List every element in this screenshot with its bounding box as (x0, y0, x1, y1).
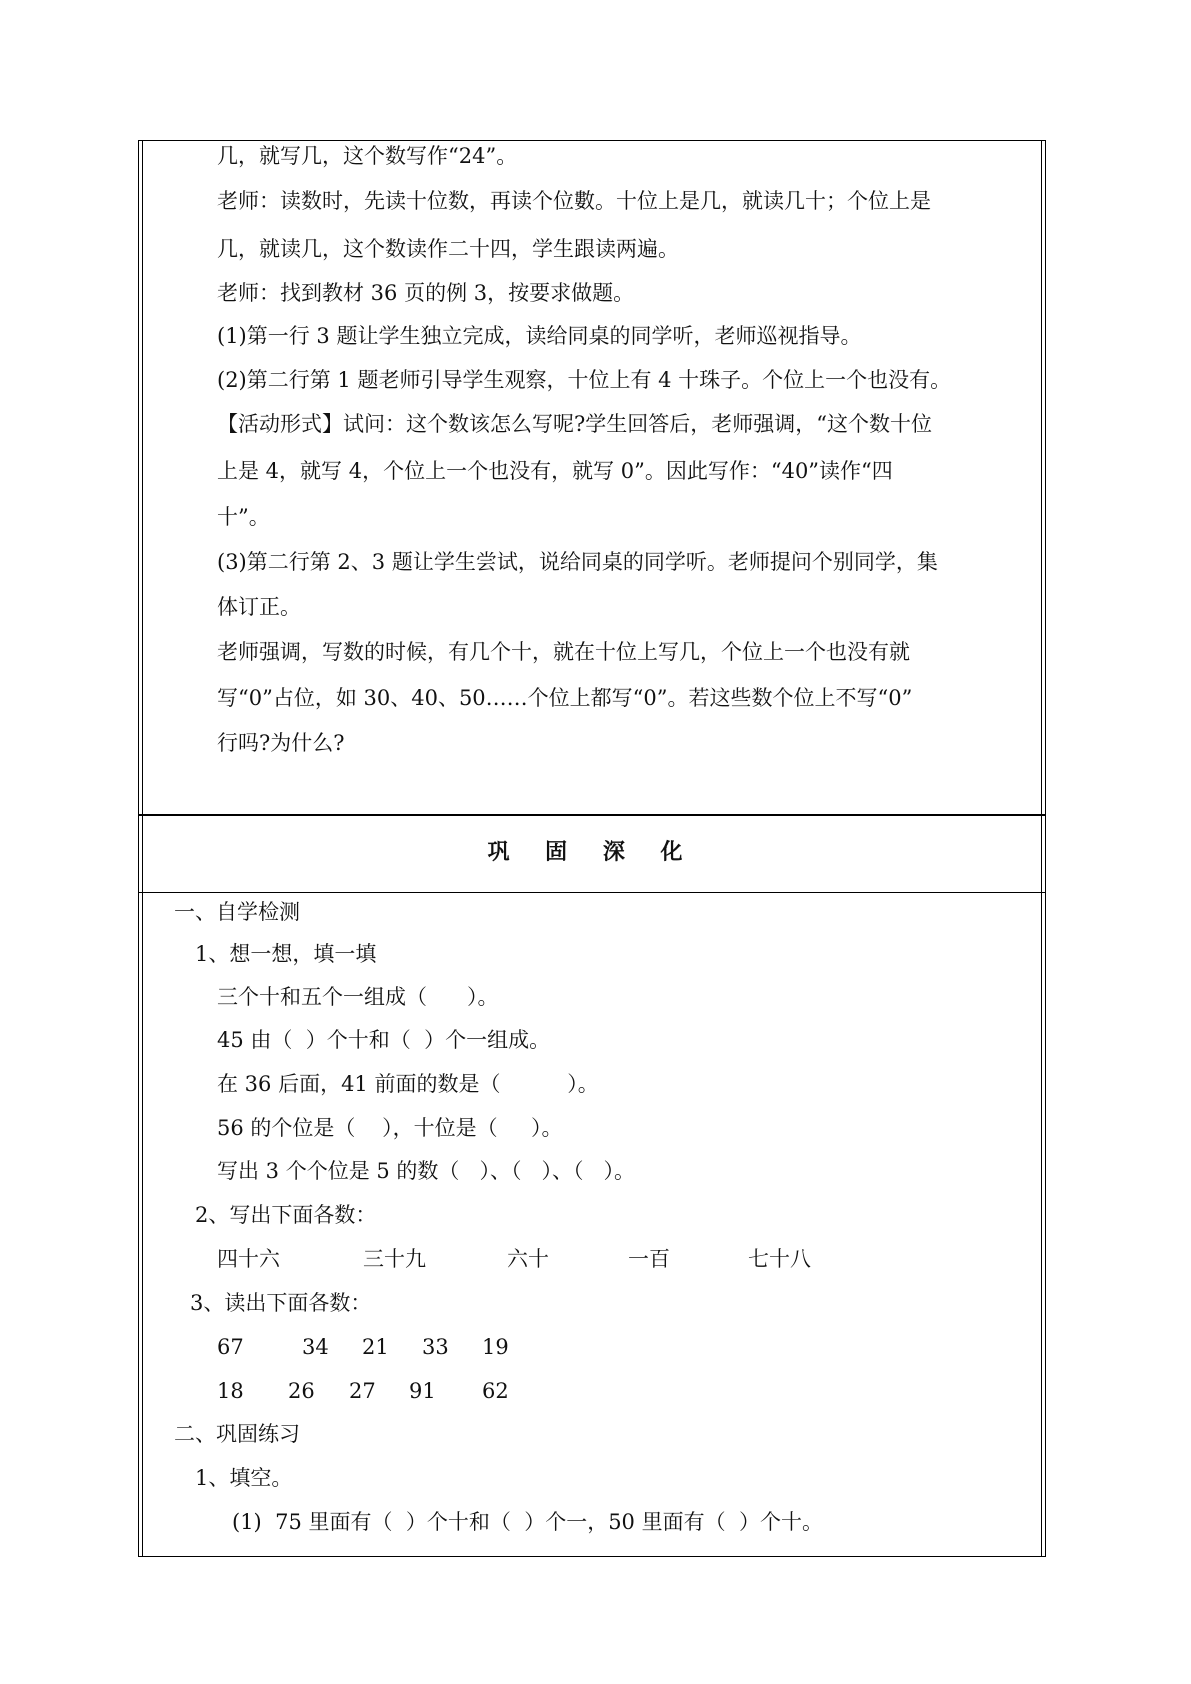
q3-number: 67 (217, 1335, 244, 1359)
q3-number: 21 (362, 1335, 389, 1359)
text-line: 写“0”占位，如 30、40、50……个位上都写“0”。若这些数个位上不写“0” (217, 686, 913, 710)
q2-item: 七十八 (748, 1247, 811, 1271)
q2-item: 一百 (628, 1247, 670, 1271)
q2-title: 2、写出下面各数： (195, 1203, 377, 1227)
q3-number: 34 (302, 1335, 329, 1359)
text-line: 几，就读几，这个数读作二十四，学生跟读两遍。 (217, 237, 679, 261)
text-line: 行吗?为什么? (217, 731, 345, 755)
q1-title: 1、想一想，填一填 (195, 942, 377, 966)
text-line: 【活动形式】试问：这个数该怎么写呢?学生回答后，老师强调，“这个数十位 (217, 412, 932, 436)
q3-number: 19 (482, 1335, 509, 1359)
text-line: 上是 4，就写 4，个位上一个也没有，就写 0”。因此写作：“40”读作“四 (217, 459, 893, 483)
q3-title: 3、读出下面各数： (190, 1291, 372, 1315)
q1-item: 在 36 后面，41 前面的数是（ ）。 (217, 1072, 599, 1096)
text-line: (1)第一行 3 题让学生独立完成，读给同桌的同学听，老师巡视指导。 (217, 324, 862, 348)
text-line: (2)第二行第 1 题老师引导学生观察，十位上有 4 十珠子。个位上一个也没有。 (217, 368, 952, 392)
q3-number: 26 (288, 1379, 315, 1403)
row-divider-top (138, 814, 1046, 816)
part1-title: 一、自学检测 (174, 900, 300, 924)
text-line: 老师：读数时，先读十位数，再读个位數。十位上是几，就读几十；个位上是 (217, 189, 931, 213)
text-line: 几，就写几，这个数写作“24”。 (217, 144, 518, 168)
text-line: (3)第二行第 2、3 题让学生尝试，说给同桌的同学听。老师提问个别同学，集 (217, 550, 938, 574)
q1-item: 45 由（ ）个十和（ ）个一组成。 (217, 1028, 551, 1052)
text-line: 老师：找到教材 36 页的例 3，按要求做题。 (217, 281, 635, 305)
text-line: 老师强调，写数的时候，有几个十，就在十位上写几，个位上一个也没有就 (217, 640, 910, 664)
q3-number: 27 (349, 1379, 376, 1403)
p2-q1-title: 1、填空。 (195, 1466, 293, 1490)
q3-number: 18 (217, 1379, 244, 1403)
q3-number: 62 (482, 1379, 509, 1403)
q2-item: 六十 (507, 1247, 549, 1271)
row-divider-heading (138, 892, 1046, 893)
q1-item: 56 的个位是（ ），十位是（ ）。 (217, 1116, 563, 1140)
q3-number: 91 (409, 1379, 436, 1403)
text-line: 体订正。 (217, 595, 301, 619)
q3-number: 33 (422, 1335, 449, 1359)
part2-title: 二、巩固练习 (174, 1422, 300, 1446)
text-line: 十”。 (217, 505, 270, 529)
p2-q1-item: (1) 75 里面有（ ）个十和（ ）个一，50 里面有（ ）个十。 (232, 1510, 823, 1534)
q1-item: 写出 3 个个位是 5 的数（ ）、（ ）、（ ）。 (217, 1159, 635, 1183)
q2-item: 三十九 (363, 1247, 426, 1271)
q2-item: 四十六 (217, 1247, 280, 1271)
q1-item: 三个十和五个一组成（ ）。 (217, 985, 499, 1009)
section-heading: 巩 固 深 化 (487, 839, 697, 865)
